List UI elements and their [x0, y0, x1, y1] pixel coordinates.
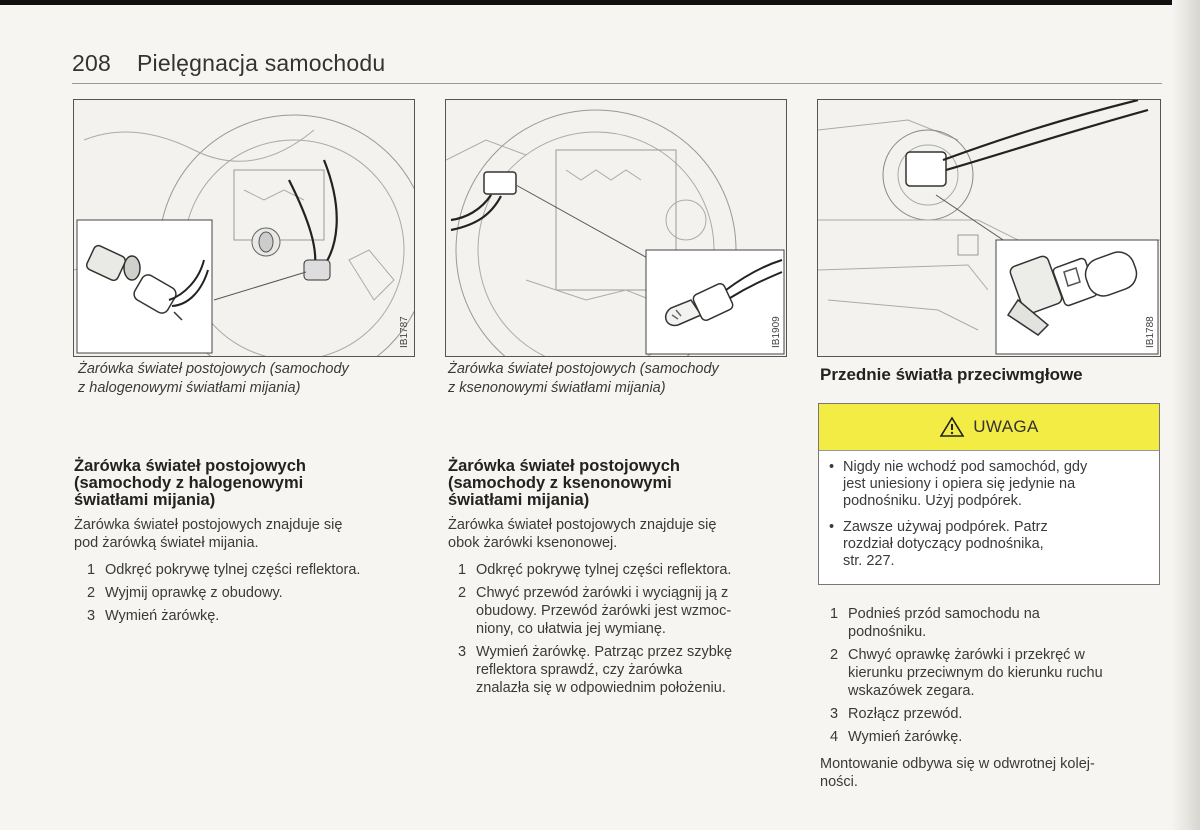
section-heading-halogen: Żarówka świateł postojowych (samochody z halogenowymi światłami mijania) — [74, 457, 306, 509]
figure-caption-xenon: Żarówka świateł postojowych (samochody z ksenonowymi światłami mijania) — [448, 361, 719, 396]
list-item: 1 Odkręć pokrywę tylnej części reflektora. — [458, 562, 732, 578]
list-item: 1 Podnieś przód samochodu na podnośniku. — [830, 606, 1040, 640]
list-item: • Nigdy nie wchodź pod samochód, gdy jest uniesiony i opiera się jedynie na podnośniku. Użyj podpórek. — [829, 459, 1088, 509]
section-intro-halogen: Żarówka świateł postojowych znajduje się pod żarówką świateł mijania. — [74, 517, 343, 551]
figure-halogen-parking-bulb — [73, 99, 415, 357]
section-intro-xenon: Żarówka świateł postojowych znajduje się obok żarówki ksenonowej. — [448, 517, 717, 551]
steps-list-halogen — [87, 561, 427, 630]
section-heading-fog: Przednie światła przeciwmgłowe — [820, 365, 1083, 384]
warning-list — [819, 451, 1159, 570]
page-top-edge — [0, 0, 1200, 5]
list-item: 3 Wymień żarówkę. — [87, 608, 220, 624]
section-outro-fog: Montowanie odbywa się w odwrotnej kolej- ności. — [820, 756, 1095, 790]
page-binding-edge — [1172, 0, 1200, 830]
steps-list-xenon — [458, 561, 798, 702]
list-item: 4 Wymień żarówkę. — [830, 729, 963, 745]
warning-label: UWAGA — [973, 417, 1039, 436]
figure-code: IB1787 — [399, 316, 410, 348]
page-title: Pielęgnacja samochodu — [136, 50, 386, 76]
warning-header — [819, 404, 1159, 451]
header-rule — [72, 83, 1162, 84]
warning-triangle-icon — [939, 416, 965, 438]
warning-box — [818, 403, 1160, 585]
list-item: 3 Rozłącz przewód. — [830, 706, 963, 722]
steps-list-fog — [830, 605, 1160, 751]
figure-code: IB1909 — [771, 316, 782, 348]
list-item: 2 Chwyć oprawkę żarówki i przekręć w kierunku przeciwnym do kierunku ruchu wskazówek zegara. — [830, 647, 1103, 699]
figure-code: IB1788 — [1145, 316, 1156, 348]
figure-xenon-illustration — [446, 100, 786, 356]
page-number: 208 — [72, 50, 111, 76]
figure-xenon-parking-bulb — [445, 99, 787, 357]
figure-fog-light-illustration — [818, 100, 1160, 356]
list-item: 1 Odkręć pokrywę tylnej części reflektora. — [87, 562, 361, 578]
section-heading-xenon: Żarówka świateł postojowych (samochody z ksenonowymi światłami mijania) — [448, 457, 680, 509]
figure-fog-light-bulb — [817, 99, 1161, 357]
list-item: • Zawsze używaj podpórek. Patrz rozdział dotyczący podnośnika, str. 227. — [829, 519, 1048, 569]
figure-caption-halogen: Żarówka świateł postojowych (samochody z halogenowymi światłami mijania) — [78, 361, 349, 396]
list-item: 2 Wyjmij oprawkę z obudowy. — [87, 585, 283, 601]
list-item: 2 Chwyć przewód żarówki i wyciągnij ją z obudowy. Przewód żarówki jest wzmoc- niony, co ułatwia jej wymianę. — [458, 585, 732, 637]
page-header — [72, 50, 385, 77]
list-item: 3 Wymień żarówkę. Patrząc przez szybkę reflektora sprawdź, czy żarówka znalazła się w odpowiednim położeniu. — [458, 644, 733, 696]
figure-halogen-illustration — [74, 100, 414, 356]
